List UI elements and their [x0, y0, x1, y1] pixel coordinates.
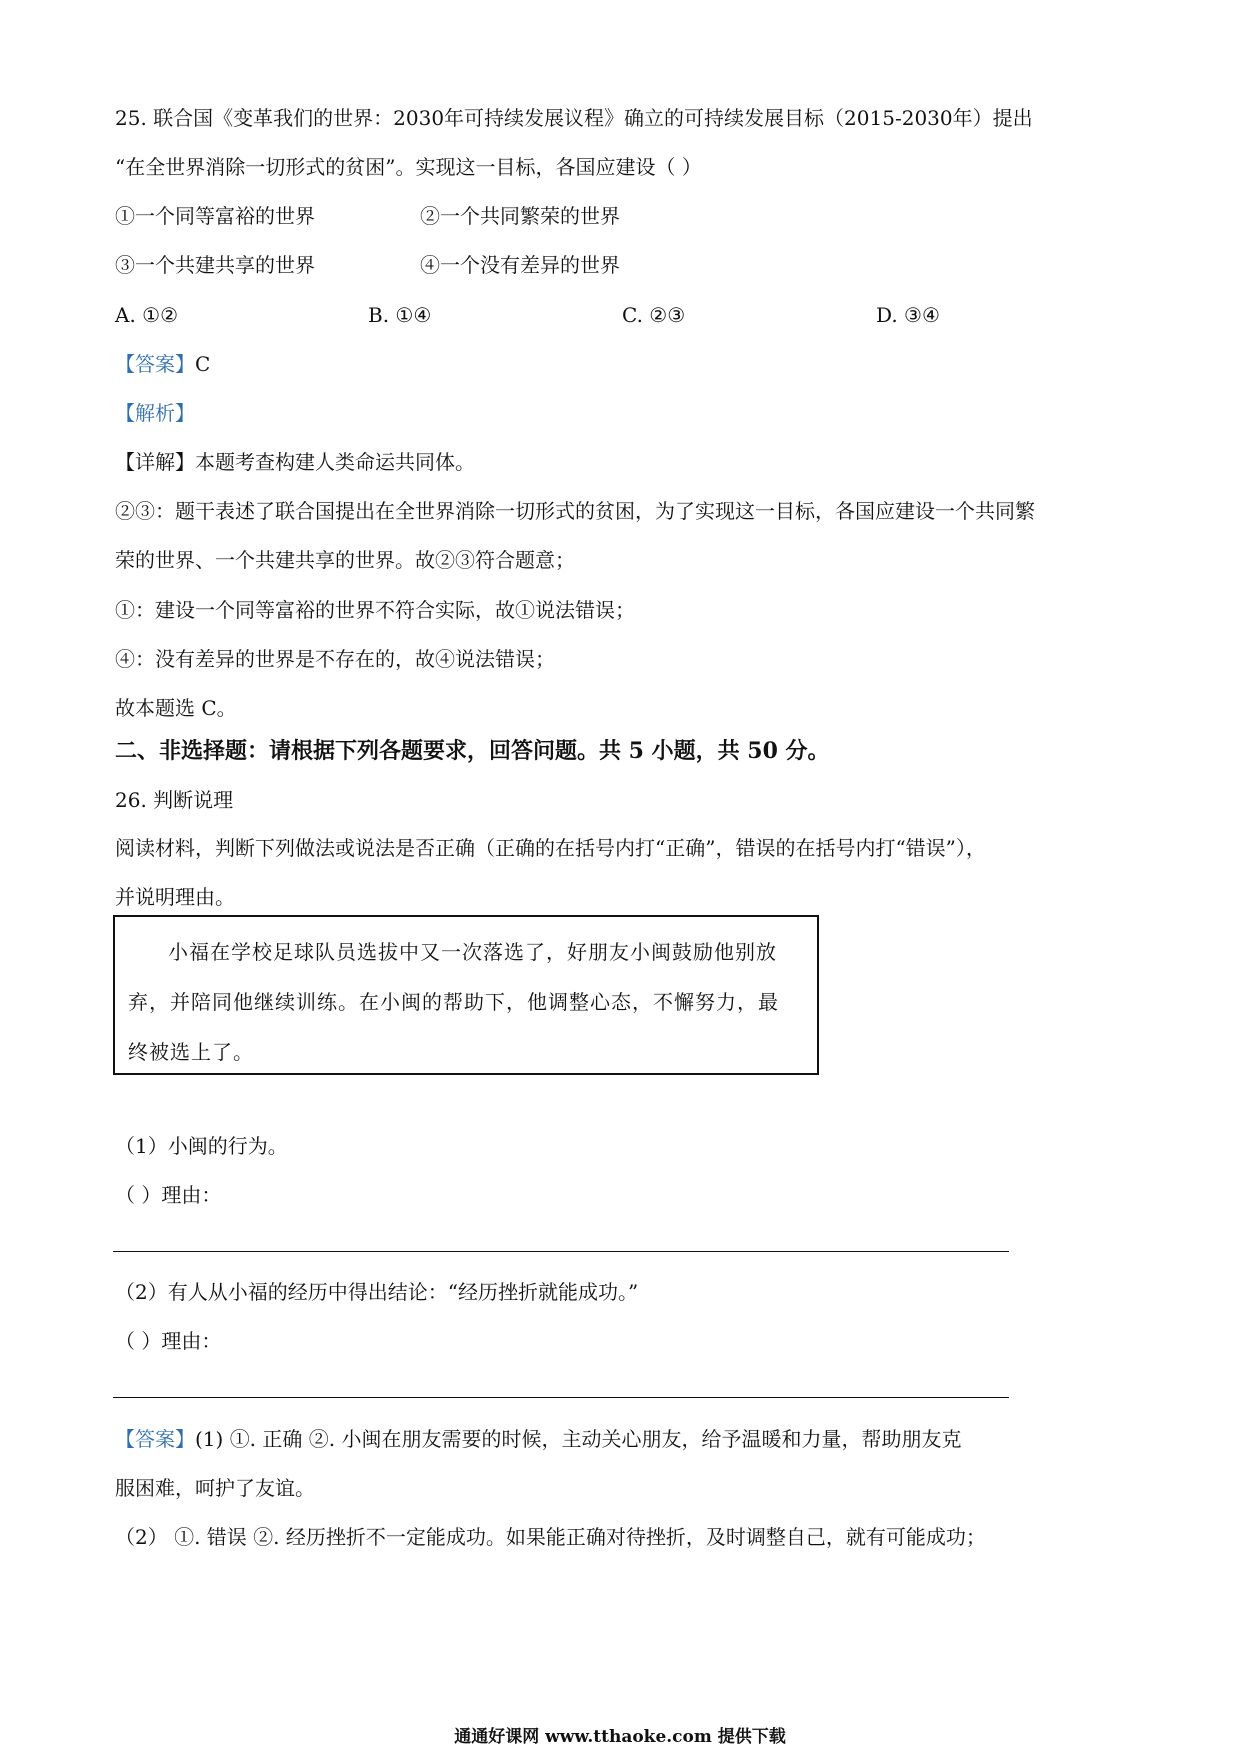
q26-instruction-1: 阅读材料，判断下列做法或说法是否正确（正确的在括号内打“正确”，错误的在括号内打“错误”）， — [115, 836, 986, 860]
material-box — [113, 915, 819, 1075]
answer-tag: 【答案】 — [115, 1427, 195, 1451]
q26-answer-slot-2: （ ）理由： — [115, 1329, 222, 1353]
detail-tag: 【详解】 — [115, 450, 195, 474]
q25-conclusion: 故本题选 C。 — [115, 696, 237, 720]
q26-sub-question-1: （1）小闽的行为。 — [115, 1134, 288, 1158]
section2-heading: 二、非选择题：请根据下列各题要求，回答问题。共 5 小题，共 50 分。 — [115, 738, 830, 764]
q25-option-d: D. ③④ — [876, 303, 940, 327]
q25-stem-line1: 25. 联合国《变革我们的世界：2030年可持续发展议程》确立的可持续发展目标（2015-2030年）提出 — [115, 106, 1033, 130]
q25-explanation-2: ①：建设一个同等富裕的世界不符合实际，故①说法错误； — [115, 598, 635, 622]
answer-value: C — [195, 352, 211, 376]
detail-text: 本题考查构建人类命运共同体。 — [195, 450, 475, 474]
q25-option-b: B. ①④ — [368, 303, 432, 327]
q26-title: 26. 判断说理 — [115, 788, 234, 812]
answer-tag: 【答案】 — [115, 352, 195, 376]
q25-item-3: ③一个共建共享的世界 — [115, 253, 315, 277]
q26-answer-1 — [115, 1426, 961, 1452]
q25-answer — [115, 351, 210, 377]
q25-explanation-1b: 荣的世界、一个共建共享的世界。故②③符合题意； — [115, 548, 575, 572]
q25-item-2: ②一个共同繁荣的世界 — [420, 204, 620, 228]
q26-instruction-2: 并说明理由。 — [115, 885, 235, 909]
analysis-tag: 【解析】 — [115, 401, 195, 425]
page-footer: 通通好课网 www.tthaoke.com 提供下载 — [454, 1727, 786, 1747]
q25-item-4: ④一个没有差异的世界 — [420, 253, 620, 277]
q25-detail — [115, 449, 475, 475]
q26-answer-2: （2） ①. 错误 ②. 经历挫折不一定能成功。如果能正确对待挫折，及时调整自己，就有可能成功； — [115, 1525, 986, 1549]
q25-item-1: ①一个同等富裕的世界 — [115, 204, 315, 228]
answer-1-text: (1) ①. 正确 ②. 小闽在朋友需要的时候，主动关心朋友，给予温暖和力量，帮助朋友克 — [195, 1427, 962, 1451]
material-line-3: 终被选上了。 — [128, 1040, 254, 1064]
answer-line-1 — [113, 1251, 1009, 1252]
material-line-1: 小福在学校足球队员选拔中又一次落选了，好朋友小闽鼓励他别放 — [168, 940, 777, 964]
q26-sub-question-2: （2）有人从小福的经历中得出结论：“经历挫折就能成功。” — [115, 1280, 639, 1304]
q25-option-c: C. ②③ — [622, 303, 686, 327]
q25-explanation-1a: ②③：题干表述了联合国提出在全世界消除一切形式的贫困，为了实现这一目标，各国应建设一个共同繁 — [115, 499, 1035, 523]
q25-analysis — [115, 400, 195, 426]
q25-explanation-3: ④：没有差异的世界是不存在的，故④说法错误； — [115, 647, 555, 671]
q26-answer-1-cont: 服困难，呵护了友谊。 — [115, 1476, 315, 1500]
q25-stem-line2: “在全世界消除一切形式的贫困”。实现这一目标，各国应建设（ ） — [115, 155, 702, 179]
answer-line-2 — [113, 1397, 1009, 1398]
q25-option-a: A. ①② — [115, 303, 179, 327]
material-line-2: 弃，并陪同他继续训练。在小闽的帮助下，他调整心态，不懈努力，最 — [128, 990, 779, 1014]
q26-answer-slot-1: （ ）理由： — [115, 1183, 222, 1207]
